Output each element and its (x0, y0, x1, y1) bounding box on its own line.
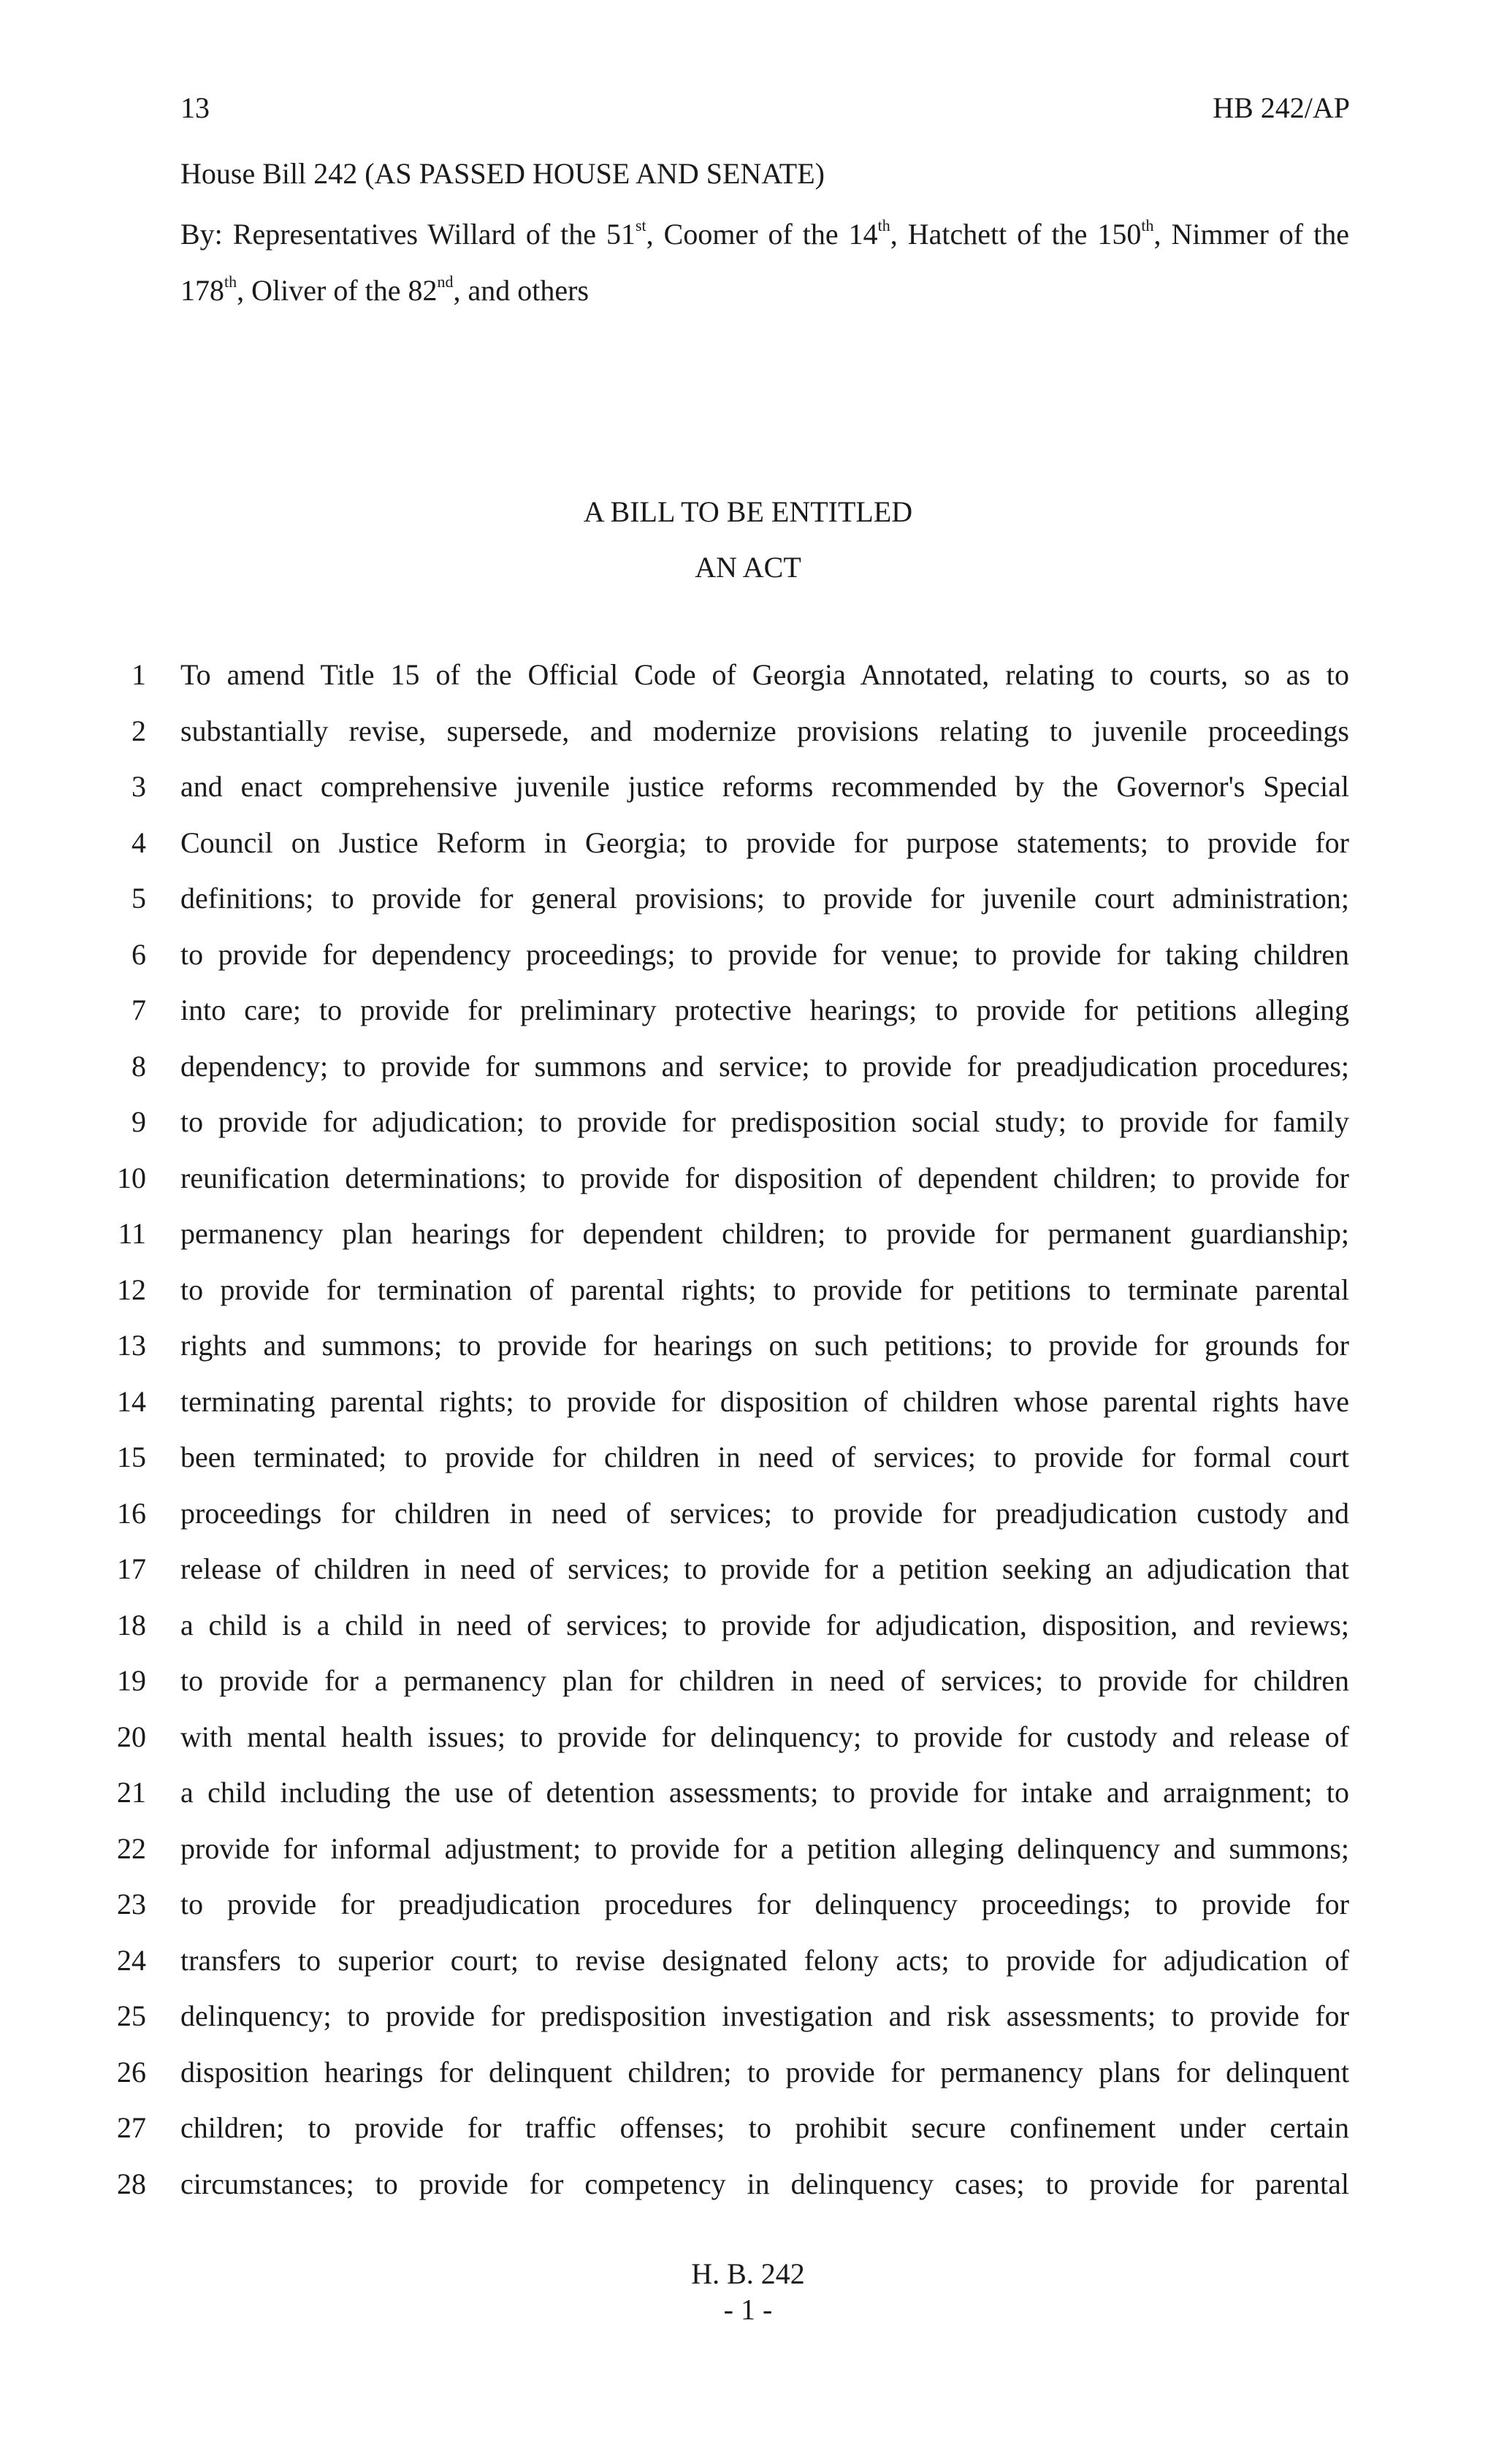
line-text: transfers to superior court; to revise designated felony acts; to provide for adjudication of (180, 1943, 1349, 1977)
numbered-line (0, 1771, 1496, 1827)
line-text: circumstances; to provide for competency in delinquency cases; to provide for parental (180, 2167, 1349, 2200)
line-text: into care; to provide for preliminary protective hearings; to provide for petitions alleging (180, 993, 1349, 1026)
line-text: to provide for a permanency plan for children in need of services; to provide for children (180, 1664, 1349, 1697)
line-number: 13 (117, 1329, 146, 1362)
line-text: release of children in need of services; to provide for a petition seeking an adjudication that (180, 1552, 1349, 1585)
line-text: reunification determinations; to provide for disposition of dependent children; to provide for (180, 1161, 1349, 1194)
numbered-line (0, 821, 1496, 877)
document-id: HB 242/AP (1213, 91, 1350, 124)
line-text: To amend Title 15 of the Official Code of Georgia Annotated, relating to courts, so as to (180, 658, 1349, 691)
line-text: been terminated; to provide for children in need of services; to provide for formal court (180, 1441, 1349, 1473)
numbered-line (0, 1045, 1496, 1101)
line-text: substantially revise, supersede, and modernize provisions relating to juvenile proceedings (180, 714, 1349, 747)
line-text: dependency; to provide for summons and service; to provide for preadjudication procedures; (180, 1049, 1349, 1083)
sponsors-text: , Coomer of the 14 (646, 218, 878, 251)
sponsors-text: , Oliver of the 82 (237, 274, 438, 307)
line-text: a child including the use of detention assessments; to provide for intake and arraignment; to (180, 1776, 1349, 1809)
numbered-line (0, 1715, 1496, 1771)
numbered-line (0, 933, 1496, 989)
line-text: disposition hearings for delinquent children; to provide for permanency plans for delinquent (180, 2055, 1349, 2089)
line-number: 23 (117, 1888, 146, 1921)
line-number: 11 (118, 1217, 146, 1250)
line-number: 15 (117, 1441, 146, 1473)
line-text: to provide for adjudication; to provide for predisposition social study; to provide for family (180, 1105, 1349, 1138)
line-text: to provide for termination of parental rights; to provide for petitions to terminate parental (180, 1273, 1349, 1306)
line-number: 16 (117, 1496, 146, 1530)
line-text: a child is a child in need of services; to provide for adjudication, disposition, and reviews; (180, 1608, 1349, 1641)
line-number: 10 (117, 1161, 146, 1194)
line-number: 20 (117, 1720, 146, 1753)
numbered-line (0, 653, 1496, 709)
line-text: with mental health issues; to provide for delinquency; to provide for custody and release of (180, 1720, 1349, 1753)
line-text: children; to provide for traffic offenses; to prohibit secure confinement under certain (180, 2111, 1349, 2144)
numbered-line (0, 1268, 1496, 1324)
line-number: 4 (131, 825, 146, 859)
numbered-line (0, 1827, 1496, 1883)
numbered-line (0, 1492, 1496, 1548)
line-number: 21 (117, 1776, 146, 1809)
line-number: 24 (117, 1943, 146, 1977)
line-text: to provide for preadjudication procedures for delinquency proceedings; to provide for (180, 1888, 1349, 1921)
bill-status-line: House Bill 242 (AS PASSED HOUSE AND SENATE) (180, 157, 825, 190)
line-number: 8 (131, 1049, 146, 1083)
numbered-line (0, 1994, 1496, 2051)
page-sequence-number: 13 (180, 91, 210, 124)
numbered-line (0, 2162, 1496, 2219)
line-text: delinquency; to provide for predisposition investigation and risk assessments; to provide for (180, 1999, 1349, 2032)
line-number: 5 (131, 882, 146, 915)
line-number: 18 (117, 1608, 146, 1641)
numbered-line (0, 1883, 1496, 1939)
line-number: 3 (131, 770, 146, 803)
numbered-line (0, 1380, 1496, 1436)
numbered-line (0, 1100, 1496, 1156)
numbered-line (0, 2051, 1496, 2107)
numbered-line (0, 2106, 1496, 2162)
line-number: 14 (117, 1384, 146, 1418)
line-number: 1 (131, 658, 146, 691)
sponsors-text: , Nimmer of the 178 (180, 218, 1349, 307)
line-number: 6 (131, 937, 146, 971)
line-number: 25 (117, 1999, 146, 2032)
ordinal-suffix: th (224, 272, 237, 291)
line-text: and enact comprehensive juvenile justice reforms recommended by the Governor's Special (180, 770, 1349, 803)
line-text: definitions; to provide for general provisions; to provide for juvenile court administration; (180, 882, 1349, 915)
line-number: 12 (117, 1273, 146, 1306)
numbered-line (0, 1603, 1496, 1660)
line-text: to provide for dependency proceedings; to provide for venue; to provide for taking children (180, 937, 1349, 971)
line-number: 28 (117, 2167, 146, 2200)
line-text: rights and summons; to provide for hearings on such petitions; to provide for grounds for (180, 1329, 1349, 1362)
ordinal-suffix: nd (437, 272, 454, 291)
sponsors-paragraph (180, 206, 1349, 319)
sponsors-text: , Hatchett of the 150 (890, 218, 1142, 251)
numbered-line (0, 1212, 1496, 1268)
line-number: 26 (117, 2055, 146, 2089)
line-number: 27 (117, 2111, 146, 2144)
line-number: 17 (117, 1552, 146, 1585)
line-text: proceedings for children in need of services; to provide for preadjudication custody and (180, 1496, 1349, 1530)
numbered-line (0, 877, 1496, 933)
numbered-lines (0, 653, 1496, 2218)
footer-page-number: - 1 - (723, 2293, 773, 2326)
line-text: provide for informal adjustment; to provide for a petition alleging delinquency and summons; (180, 1831, 1349, 1865)
ordinal-suffix: th (877, 216, 890, 234)
line-number: 9 (131, 1105, 146, 1138)
line-number: 22 (117, 1831, 146, 1865)
line-number: 19 (117, 1664, 146, 1697)
bill-title-line-1: A BILL TO BE ENTITLED (583, 495, 913, 528)
numbered-line (0, 1435, 1496, 1492)
numbered-line (0, 1659, 1496, 1715)
sponsors-text: , and others (453, 274, 589, 307)
numbered-line (0, 765, 1496, 821)
numbered-line (0, 1939, 1496, 1995)
line-number: 7 (131, 993, 146, 1026)
numbered-line (0, 1324, 1496, 1380)
bill-title-line-2: AN ACT (695, 551, 801, 584)
line-text: permanency plan hearings for dependent children; to provide for permanent guardianship; (180, 1217, 1349, 1250)
ordinal-suffix: th (1141, 216, 1154, 234)
numbered-line (0, 1547, 1496, 1603)
ordinal-suffix: st (635, 216, 646, 234)
numbered-line (0, 709, 1496, 766)
line-number: 2 (131, 714, 146, 747)
line-text: terminating parental rights; to provide for disposition of children whose parental rights have (180, 1384, 1349, 1418)
numbered-line (0, 1156, 1496, 1213)
line-text: Council on Justice Reform in Georgia; to provide for purpose statements; to provide for (180, 825, 1349, 859)
numbered-line (0, 988, 1496, 1045)
sponsors-text: By: Representatives Willard of the 51 (180, 218, 636, 251)
footer-bill-reference: H. B. 242 (691, 2257, 805, 2290)
